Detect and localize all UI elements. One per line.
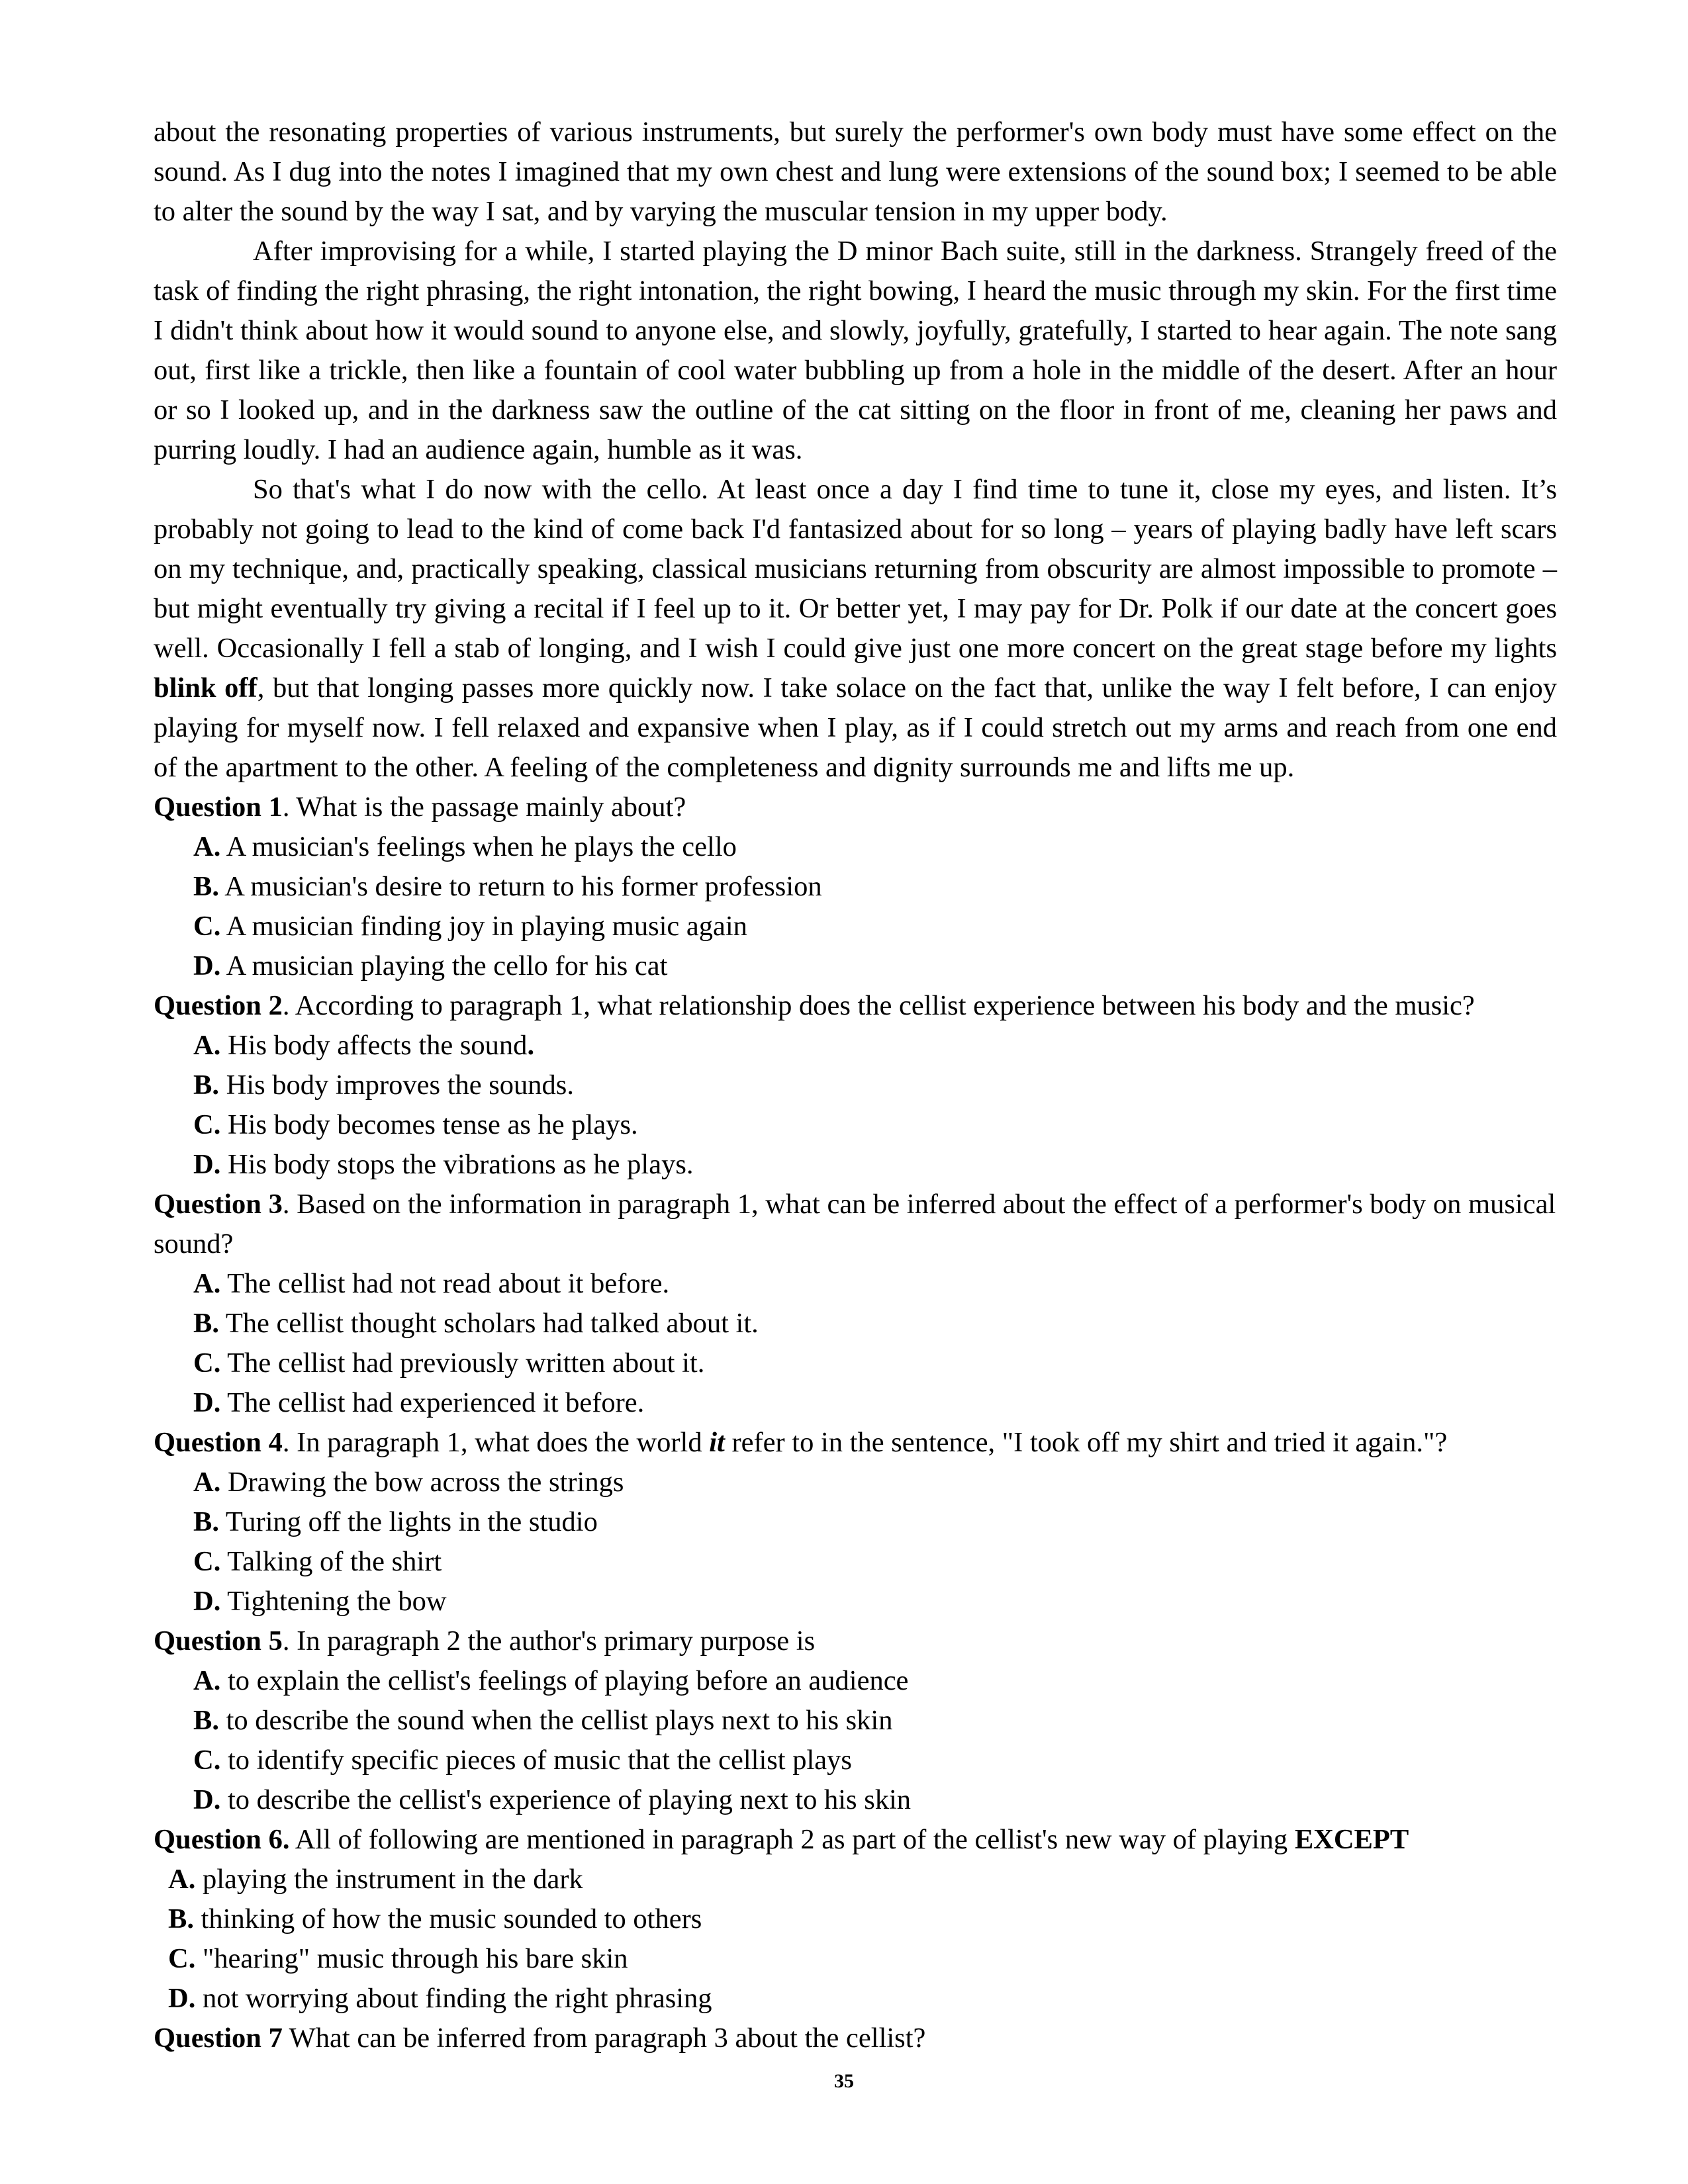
option-text: A musician's desire to return to his former profession [218,871,822,902]
option-letter: A. [193,1030,221,1061]
question-6-stem [154,1820,1557,1860]
question-3-label: Question 3 [154,1189,283,1220]
option-text: His body affects the sound [220,1030,528,1061]
option-letter: D. [193,1586,221,1617]
option-text: A musician playing the cello for his cat [220,950,668,981]
option-letter: B. [193,1069,219,1101]
option-letter: B. [193,1308,219,1339]
option-text: A musician finding joy in playing music again [220,911,747,942]
option-text: to identify specific pieces of music that the cellist plays [220,1745,852,1776]
option-letter: C. [168,1943,196,1974]
option-letter: A. [193,1268,221,1299]
option-letter: A. [193,1467,221,1498]
question-5-option-c [154,1741,1557,1780]
question-6-option-d [154,1979,1557,2019]
question-7-stem [154,2019,1557,2058]
paragraph-3 [154,470,1557,788]
option-text: "hearing" music through his bare skin [195,1943,628,1974]
option-text: The cellist had not read about it before. [220,1268,670,1299]
option-letter: D. [193,950,221,981]
option-text: Tightening the bow [220,1586,447,1617]
question-1-option-d [154,946,1557,986]
option-letter: C. [193,1745,221,1776]
option-letter: C. [193,911,221,942]
question-5-label: Question 5 [154,1625,283,1657]
question-3-option-b [154,1304,1557,1343]
question-4-option-a [154,1463,1557,1502]
question-6-option-c [154,1939,1557,1979]
option-letter: C. [193,1347,221,1379]
question-2-stem [154,986,1557,1026]
option-text: The cellist had previously written about it. [220,1347,705,1379]
question-2-option-c [154,1105,1557,1145]
option-letter: D. [193,1387,221,1418]
question-6-option-b [154,1899,1557,1939]
question-2-text: . According to paragraph 1, what relationship does the cellist experience between his body and the music? [282,990,1475,1021]
question-3-option-d [154,1383,1557,1423]
paragraph-2: After improvising for a while, I started playing the D minor Bach suite, still in the darkness. Strangely freed of the task of finding the right phrasing, the right intonation, the right bowing, I heard the music through my skin. For the first time I didn't think about how it would sound to anyone else, and slowly, joyfully, gratefully, I started to hear again. The note sang out, first like a trickle, then like a fountain of cool water bubbling up from a hole in the middle of the desert. After an hour or so I looked up, and in the darkness saw the outline of the cat sitting on the floor in front of me, cleaning her paws and purring loudly. I had an audience again, humble as it was. [154,236,1557,465]
question-2-option-d [154,1145,1557,1185]
document-page [154,113,1557,2058]
question-4-emphasis: it [709,1427,725,1458]
option-text: His body becomes tense as he plays. [220,1109,638,1140]
question-1-text: . What is the passage mainly about? [282,792,686,823]
option-text: Talking of the shirt [220,1546,442,1577]
option-letter: A. [193,1665,221,1696]
option-letter: B. [168,1903,194,1934]
option-text: A musician's feelings when he plays the cello [220,831,737,862]
option-letter: A. [193,831,221,862]
question-1-option-c [154,907,1557,946]
question-2-option-b [154,1066,1557,1105]
question-4-stem [154,1423,1557,1463]
option-letter: C. [193,1109,221,1140]
option-text: The cellist thought scholars had talked about it. [218,1308,759,1339]
question-4-option-d [154,1582,1557,1621]
question-2-option-a [154,1026,1557,1066]
question-3-stem [154,1185,1557,1264]
paragraph-3-part-a: So that's what I do now with the cello. At least once a day I find time to tune it, close my eyes, and listen. It’s probably not going to lead to the kind of come back I'd fantasized about for so long – years of playing badly have left scars on my technique, and, practically speaking, classical musicians returning from obscurity are almost impossible to promote – but might eventually try giving a recital if I feel up to it. Or better yet, I may pay for Dr. Polk if our date at the concert goes well. Occasionally I fell a stab of longing, and I wish I could give just one more concert on the great stage before my lights [154,474,1557,664]
option-letter: A. [168,1864,196,1895]
option-letter: D. [193,1784,221,1815]
page-number: 35 [834,2070,854,2092]
option-letter: D. [168,1983,196,2014]
question-6-label: Question 6. [154,1824,290,1855]
question-7-label: Question 7 [154,2023,283,2054]
paragraph-3-bold-phrase: blink off [154,672,258,704]
paragraph-3-part-b: , but that longing passes more quickly now. I take solace on the fact that, unlike the way I felt before, I can enjoy playing for myself now. I fell relaxed and expansive when I play, as if I could stretch out my arms and reach from one end of the apartment to the other. A feeling of the completeness and dignity surrounds me and lifts me up. [154,672,1557,783]
question-1-stem [154,788,1557,827]
option-letter: B. [193,1705,219,1736]
option-text: to describe the cellist's experience of playing next to his skin [220,1784,912,1815]
option-letter: C. [193,1546,221,1577]
option-letter: B. [193,1506,219,1537]
option-text: to describe the sound when the cellist plays next to his skin [218,1705,893,1736]
option-text: not worrying about finding the right phrasing [195,1983,712,2014]
question-5-option-d [154,1780,1557,1820]
option-text: His body stops the vibrations as he plays. [220,1149,694,1180]
question-5-option-a [154,1661,1557,1701]
option-text: thinking of how the music sounded to others [193,1903,702,1934]
option-text: Turing off the lights in the studio [218,1506,598,1537]
question-2-label: Question 2 [154,990,283,1021]
option-letter: D. [193,1149,221,1180]
question-7-text: What can be inferred from paragraph 3 about the cellist? [282,2023,926,2054]
question-4-option-b [154,1502,1557,1542]
option-text: to explain the cellist's feelings of playing before an audience [220,1665,909,1696]
paragraph-1-tail: about the resonating properties of various instruments, but surely the performer's own body must have some effect on the sound. As I dug into the notes I imagined that my own chest and lung were extensions of the sound box; I seemed to be able to alter the sound by the way I sat, and by varying the muscular tension in my upper body. [154,116,1557,227]
option-period: . [527,1030,535,1061]
question-1-option-b [154,867,1557,907]
question-4-text-a: . In paragraph 1, what does the world [282,1427,710,1458]
option-text: His body improves the sounds. [218,1069,574,1101]
question-1-option-a [154,827,1557,867]
question-5-stem [154,1621,1557,1661]
question-4-label: Question 4 [154,1427,283,1458]
question-5-option-b [154,1701,1557,1741]
question-3-text: . Based on the information in paragraph 1, what can be inferred about the effect of a performer's body on musical sound? [154,1189,1556,1259]
question-4-option-c [154,1542,1557,1582]
option-letter: B. [193,871,219,902]
option-text: The cellist had experienced it before. [220,1387,645,1418]
option-text: Drawing the bow across the strings [220,1467,624,1498]
question-6-option-a [154,1860,1557,1899]
question-6-text: All of following are mentioned in paragraph 2 as part of the cellist's new way of playing [289,1824,1295,1855]
question-1-label: Question 1 [154,792,283,823]
question-3-option-a [154,1264,1557,1304]
option-text: playing the instrument in the dark [195,1864,583,1895]
question-6-except: EXCEPT [1294,1824,1409,1855]
question-4-text-b: refer to in the sentence, "I took off my shirt and tried it again."? [724,1427,1448,1458]
question-3-option-c [154,1343,1557,1383]
question-5-text: . In paragraph 2 the author's primary purpose is [282,1625,816,1657]
